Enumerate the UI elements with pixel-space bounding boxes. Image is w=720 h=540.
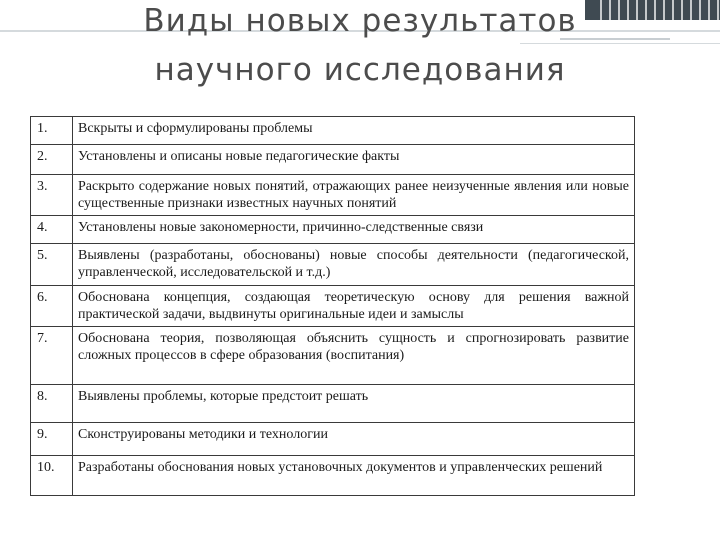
row-text: Сконструированы методики и технологии [73,423,635,456]
row-number: 4. [31,216,73,244]
row-number: 9. [31,423,73,456]
row-text: Выявлены проблемы, которые предстоит решать [73,385,635,423]
row-number: 1. [31,117,73,145]
row-number: 2. [31,145,73,175]
row-number: 3. [31,175,73,216]
table-row [31,145,635,175]
table-row [31,216,635,244]
slide-title-line2: научного исследования [154,52,566,88]
table-row [31,456,635,496]
row-number: 5. [31,244,73,286]
row-text: Установлены и описаны новые педагогические факты [73,145,635,175]
row-number: 8. [31,385,73,423]
row-text: Разработаны обоснования новых установочных документов и управленческих решений [73,456,635,496]
slide-title-line1: Виды новых результатов [143,3,577,39]
results-table [30,116,635,496]
table-row [31,175,635,216]
row-text: Раскрыто содержание новых понятий, отражающих ранее неизученные явления или новые существенные признаки известных научных понятий [73,175,635,216]
table-row [31,385,635,423]
table-row [31,423,635,456]
row-text: Обоснована теория, позволяющая объяснить сущность и спрогнозировать развитие сложных процессов в сфере образования (воспитания) [73,327,635,385]
row-text: Выявлены (разработаны, обоснованы) новые способы деятельности (педагогической, управленческой, исследовательской и т.д.) [73,244,635,286]
table-row [31,117,635,145]
table-row [31,327,635,385]
row-number: 10. [31,456,73,496]
row-text: Обоснована концепция, создающая теоретическую основу для решения важной практической задачи, выдвинуты оригинальные идеи и замыслы [73,286,635,327]
row-number: 7. [31,327,73,385]
table-row [31,244,635,286]
row-text: Вскрыты и сформулированы проблемы [73,117,635,145]
table-row [31,286,635,327]
row-text: Установлены новые закономерности, причинно-следственные связи [73,216,635,244]
row-number: 6. [31,286,73,327]
slide-title [0,3,720,94]
